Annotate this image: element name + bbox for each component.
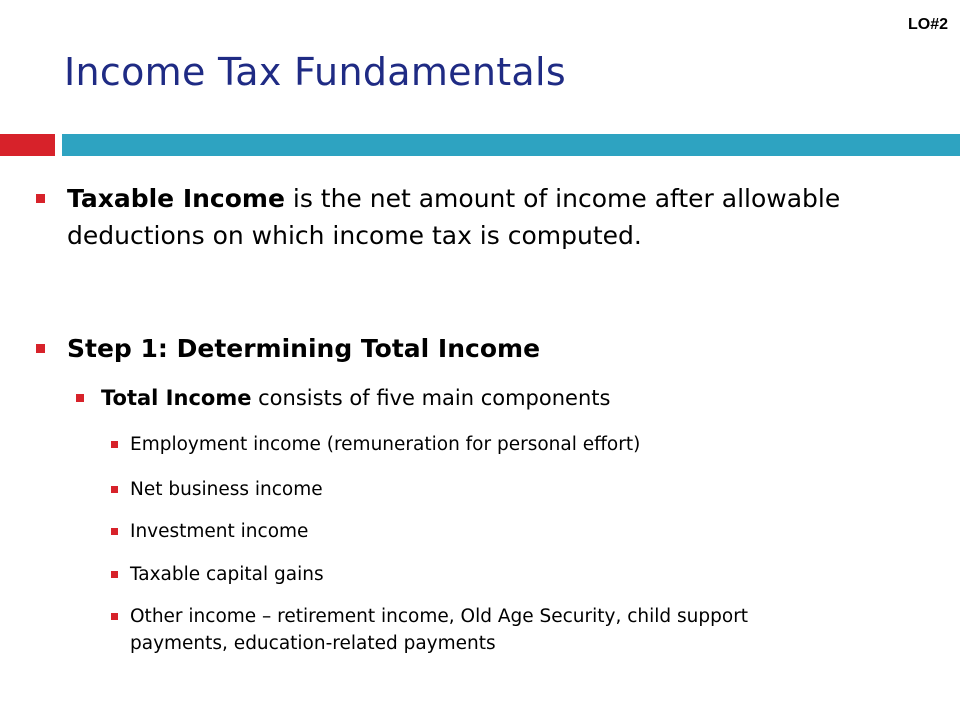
accent-band-red (0, 134, 55, 156)
component-other-income (111, 603, 851, 657)
accent-band-separator (55, 134, 62, 156)
component-employment-income (111, 431, 851, 458)
component-text: Net business income (130, 479, 323, 500)
component-taxable-capital-gains (111, 561, 851, 588)
bullet-text (67, 180, 916, 254)
bullet-text (101, 383, 610, 413)
square-bullet-icon (36, 194, 45, 203)
component-text: Taxable capital gains (130, 564, 324, 585)
slide-title: Income Tax Fundamentals (64, 50, 566, 94)
component-text: Employment income (remuneration for personal effort) (130, 434, 641, 455)
accent-band-teal (62, 134, 960, 156)
component-text: Investment income (130, 521, 309, 542)
bullet-text (67, 330, 540, 367)
square-bullet-icon (111, 528, 118, 535)
component-net-business-income (111, 476, 851, 503)
square-bullet-icon (111, 571, 118, 578)
square-bullet-icon (76, 394, 84, 402)
bullet-bold-term: Taxable Income (67, 184, 285, 213)
bullet-step-1 (36, 330, 916, 367)
component-text: Other income – retirement income, Old Age Security, child support payments, education-related payments (130, 606, 749, 654)
bullet-bold-term: Step 1: Determining Total Income (67, 334, 541, 363)
bullet-taxable-income (36, 180, 916, 254)
bullet-body: consists of five main components (251, 386, 611, 410)
bullet-bold-term: Total Income (101, 386, 252, 410)
component-investment-income (111, 518, 851, 545)
square-bullet-icon (36, 344, 45, 353)
learning-objective-tag: LO#2 (907, 16, 948, 33)
square-bullet-icon (111, 613, 118, 620)
square-bullet-icon (111, 441, 118, 448)
square-bullet-icon (111, 486, 118, 493)
bullet-body: is the net amount of income after allowable deductions on which income tax is computed. (67, 184, 841, 250)
bullet-total-income (76, 383, 916, 413)
